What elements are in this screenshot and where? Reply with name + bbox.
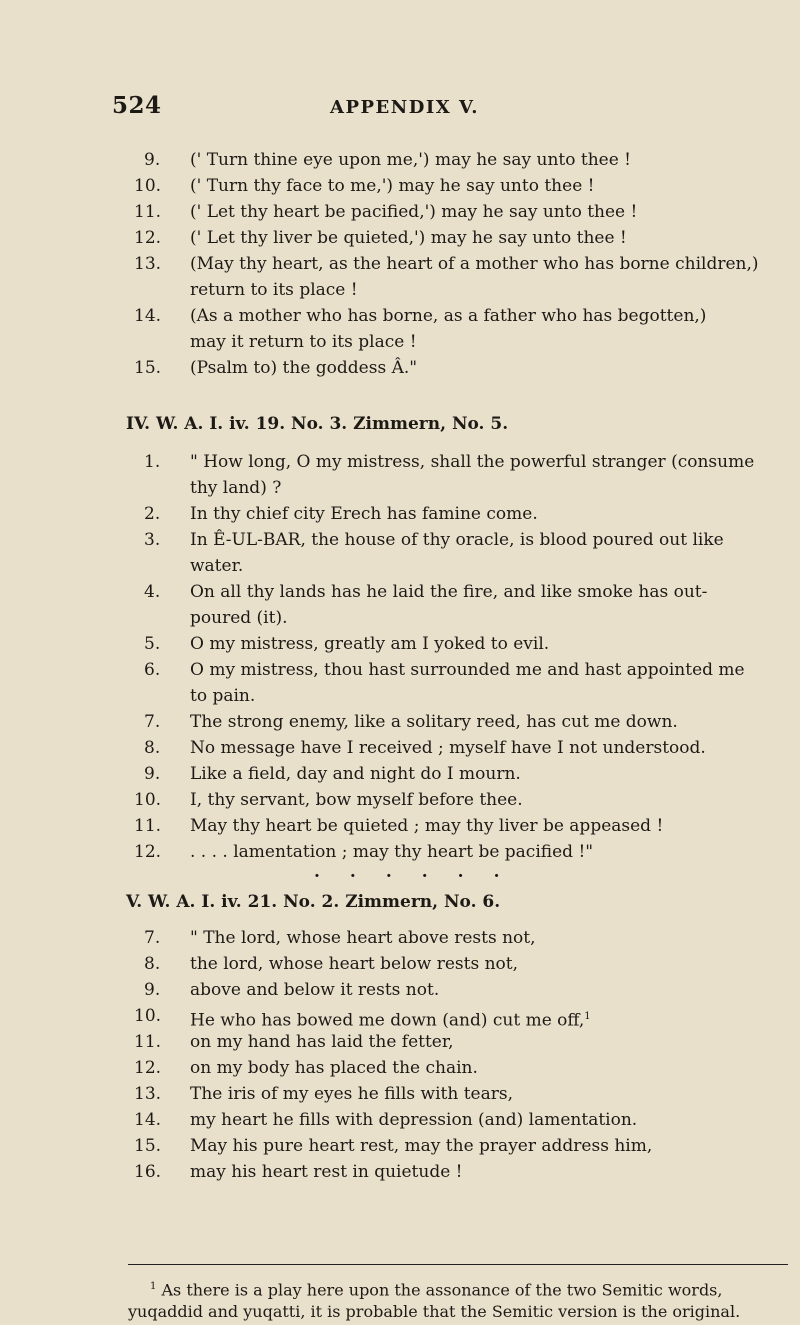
verse-text: . . . . lamentation ; may thy heart be pacified !" [190, 842, 594, 862]
verse-text: May thy heart be quieted ; may thy liver be appeased ! [190, 816, 664, 836]
running-head: APPENDIX V. [330, 97, 480, 118]
verse-text: (' Turn thy face to me,') may he say unto thee ! [190, 176, 595, 196]
verse-number: 9. [144, 150, 161, 170]
verse-text: I, thy servant, bow myself before thee. [190, 790, 523, 810]
verse-text: May his pure heart rest, may the prayer address him, [190, 1136, 653, 1156]
verse-text-continued: may it return to its place ! [190, 332, 417, 352]
footnote-marker: 1 [150, 1281, 157, 1292]
verse-number: 14. [134, 306, 162, 326]
section-heading-iv: IV. W. A. I. iv. 19. No. 3. Zimmern, No. 5. [126, 414, 509, 434]
verse-number: 14. [134, 1110, 162, 1130]
verse-number: 12. [134, 1058, 162, 1078]
verse-number: 5. [144, 634, 161, 654]
verse-number: 1. [144, 452, 161, 472]
verse-text: (As a mother who has borne, as a father who has begotten,) [190, 306, 707, 326]
page-number: 524 [112, 92, 162, 119]
verse-text: the lord, whose heart below rests not, [190, 954, 519, 974]
verse-number: 10. [134, 790, 162, 810]
verse-text: In thy chief city Erech has famine come. [190, 504, 538, 524]
verse-number: 16. [134, 1162, 162, 1182]
verse-text: Like a field, day and night do I mourn. [190, 764, 521, 784]
footnote-text: As there is a play here upon the assonance of the two Semitic words, [156, 1280, 723, 1300]
verse-number: 3. [144, 530, 161, 550]
footnote-line-2: yuqaddid and yuqatti, it is probable that the Semitic version is the original. [128, 1302, 741, 1322]
verse-text-continued: thy land) ? [190, 478, 282, 498]
verse-text: on my body has placed the chain. [190, 1058, 478, 1078]
verse-number: 7. [144, 928, 161, 948]
verse-number: 11. [134, 1032, 162, 1052]
verse-number: 13. [134, 254, 162, 274]
verse-text: " The lord, whose heart above rests not, [190, 928, 536, 948]
verse-text: O my mistress, thou hast surrounded me and hast appointed me [190, 660, 745, 680]
verse-number: 13. [134, 1084, 162, 1104]
verse-number: 11. [134, 816, 162, 836]
verse-number: 6. [144, 660, 161, 680]
verse-text: (' Let thy liver be quieted,') may he say unto thee ! [190, 228, 627, 248]
page-header [0, 92, 800, 132]
verse-text: (' Turn thine eye upon me,') may he say unto thee ! [190, 150, 631, 170]
verse-number: 8. [144, 738, 161, 758]
verse-number: 15. [134, 1136, 162, 1156]
verse-text: my heart he fills with depression (and) lamentation. [190, 1110, 638, 1130]
verse-text-body: He who has bowed me down (and) cut me off, [190, 1010, 585, 1031]
verse-text: above and below it rests not. [190, 980, 440, 1000]
verse-text: on my hand has laid the fetter, [190, 1032, 454, 1052]
verse-number: 2. [144, 504, 161, 524]
verse-number: 9. [144, 980, 161, 1000]
verse-text: O my mistress, greatly am I yoked to evil. [190, 634, 550, 654]
section-heading-v: V. W. A. I. iv. 21. No. 2. Zimmern, No. 6. [126, 892, 501, 912]
footnote [128, 1276, 798, 1323]
footnote-rule [128, 1264, 788, 1265]
omission-dots: ...... [314, 862, 530, 882]
verse-number: 11. [134, 202, 162, 222]
verse-text: (May thy heart, as the heart of a mother who has borne children,) [190, 254, 759, 274]
verse-text: No message have I received ; myself have I not understood. [190, 738, 706, 758]
verse-text: On all thy lands has he laid the fire, and like smoke has out- [190, 582, 708, 602]
verse-number: 12. [134, 842, 162, 862]
verse-number: 7. [144, 712, 161, 732]
verse-text: (' Let thy heart be pacified,') may he say unto thee ! [190, 202, 638, 222]
verse-text-continued: return to its place ! [190, 280, 358, 300]
verse-text: " How long, O my mistress, shall the powerful stranger (consume [190, 452, 755, 472]
verse-text-continued: to pain. [190, 686, 256, 706]
verse-number: 9. [144, 764, 161, 784]
verse-number: 10. [134, 1006, 162, 1026]
verse-number: 8. [144, 954, 161, 974]
verse-number: 4. [144, 582, 161, 602]
verse-text: In Ê-UL-BAR, the house of thy oracle, is blood poured out like [190, 530, 724, 550]
verse-text-continued: water. [190, 556, 244, 576]
verse-text: may his heart rest in quietude ! [190, 1162, 463, 1182]
verse-text: The strong enemy, like a solitary reed, has cut me down. [190, 712, 678, 732]
footnote-reference: 1 [584, 1011, 591, 1022]
verse-text-continued: poured (it). [190, 608, 288, 628]
verse-text: The iris of my eyes he fills with tears, [190, 1084, 513, 1104]
verse-text: (Psalm to) the goddess Â." [190, 358, 418, 378]
verse-number: 15. [134, 358, 162, 378]
verse-number: 12. [134, 228, 162, 248]
verse-number: 10. [134, 176, 162, 196]
footnote-line-1 [128, 1276, 798, 1301]
